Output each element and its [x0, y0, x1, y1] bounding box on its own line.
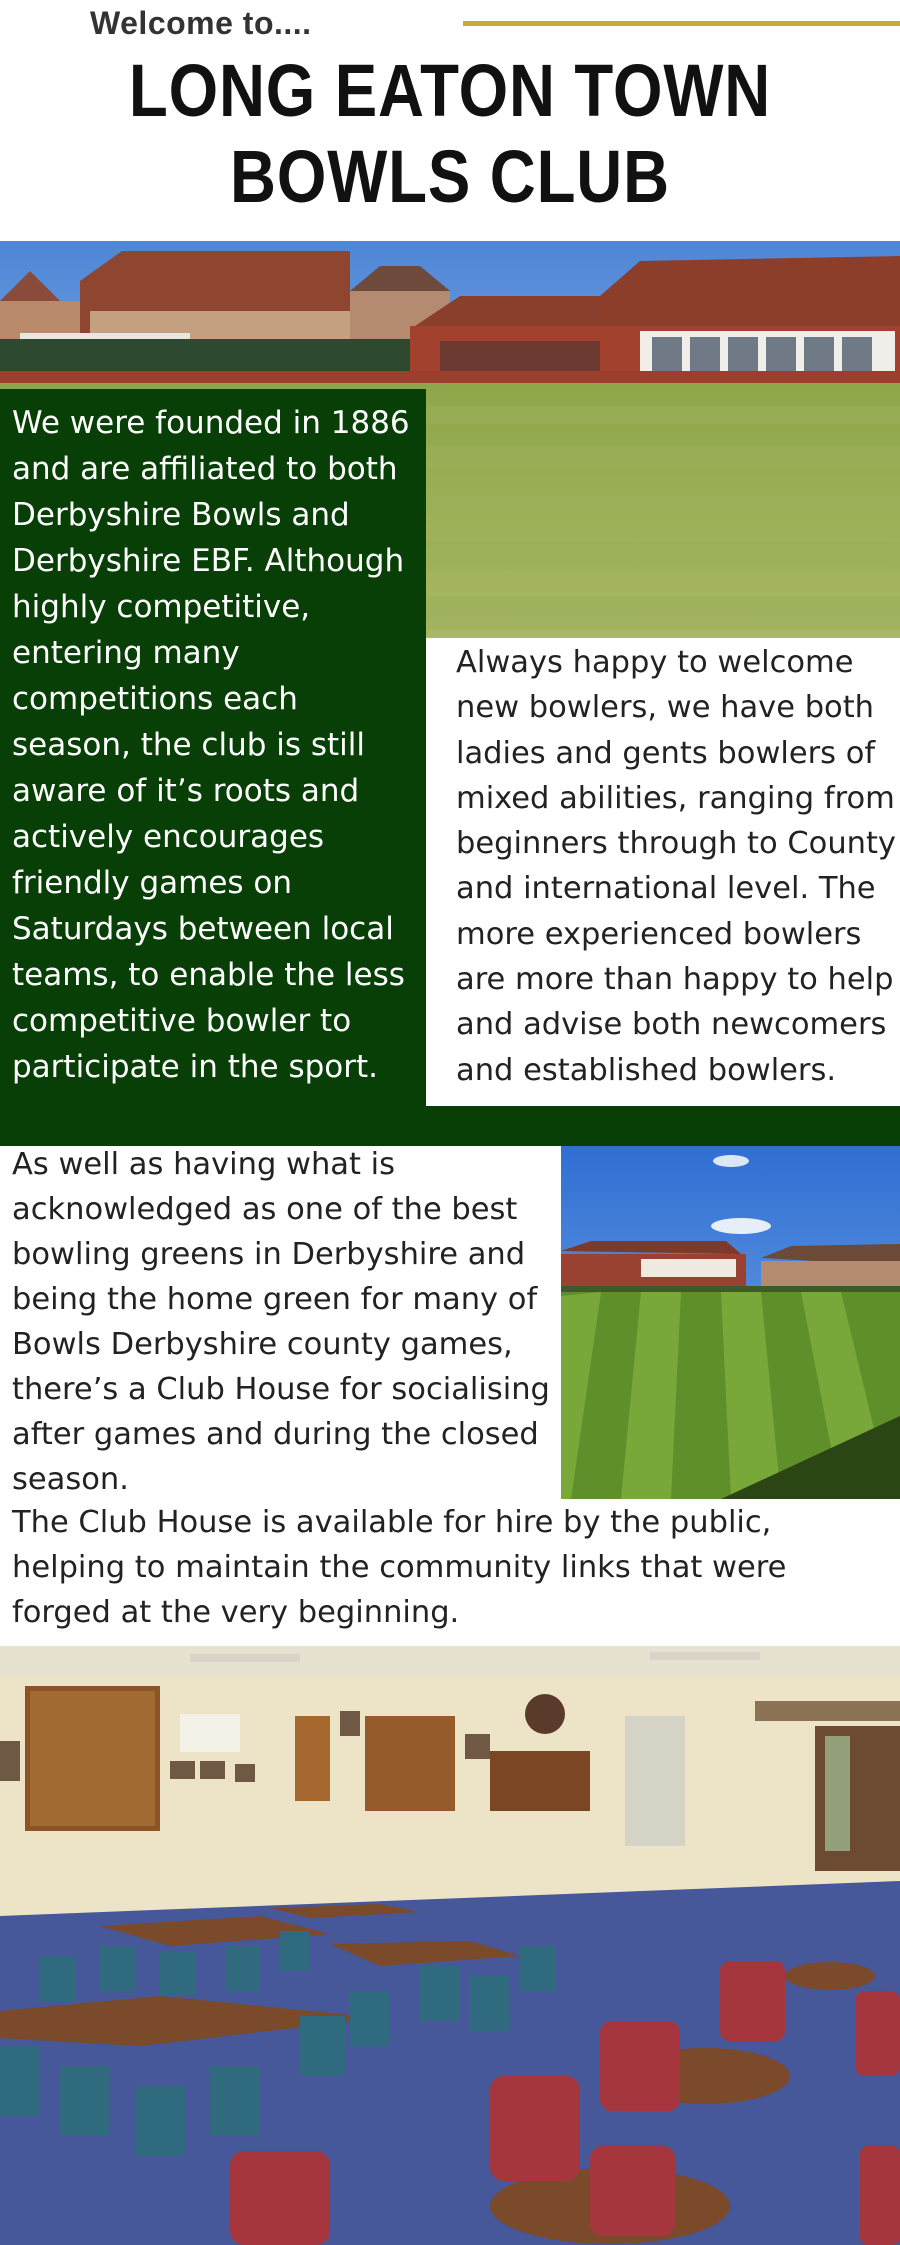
bowling-green-photo — [561, 1146, 900, 1499]
title-line-1: LONG EATON TOWN — [128, 49, 772, 132]
intro-panel-base — [0, 1106, 900, 1146]
gold-divider — [463, 21, 900, 26]
clubhouse-interior-photo — [0, 1646, 900, 2245]
welcome-paragraph: Always happy to welcome new bowlers, we have both ladies and gents bowlers of mixed abilities, ranging from beginners through to County and international level. The more experienced bowlers are more than happy to help and advise both newcomers and established bowlers. — [456, 645, 896, 1088]
title-line-2: BOWLS CLUB — [230, 135, 670, 218]
intro-paragraph: We were founded in 1886 and are affiliated to both Derbyshire Bowls and Derbyshire EBF. Although highly competitive, entering many competitions each season, the club is still aware of it’s roots and actively encourages friendly games on Saturdays between local teams, to enable the less competitive bowler to participate in the sport. — [12, 405, 410, 1085]
hire-paragraph: The Club House is available for hire by the public, helping to maintain the community links that were forged at the very beginning. — [12, 1505, 787, 1630]
page-title — [63, 48, 837, 220]
welcome-heading: Welcome to.... — [90, 5, 312, 41]
facilities-paragraph: As well as having what is acknowledged as one of the best bowling greens in Derbyshire and being the home green for many of Bowls Derbyshire county games, there’s a Club House for socialising after games and during the closed season. — [12, 1147, 550, 1497]
